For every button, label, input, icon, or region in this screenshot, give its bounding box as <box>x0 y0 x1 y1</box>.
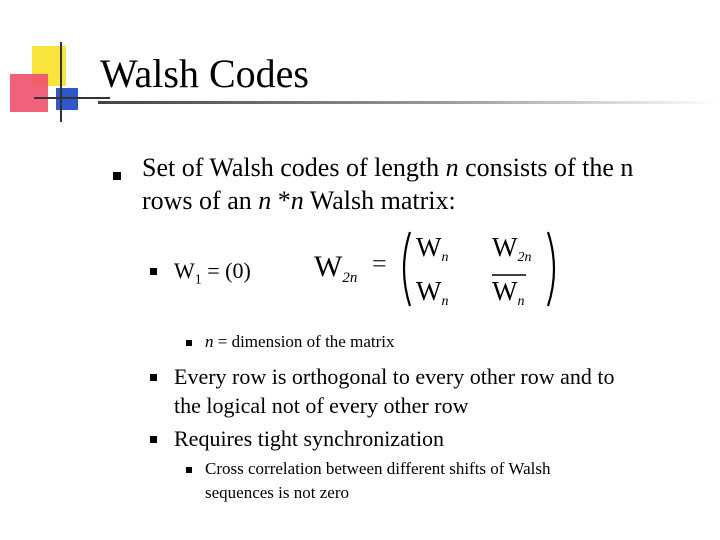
slide-title: Walsh Codes <box>100 51 309 96</box>
bullet-marker <box>150 374 157 381</box>
matrix-left-paren <box>404 232 410 306</box>
bullet-dimension-note: n = dimension of the matrix <box>205 332 395 351</box>
title-underline <box>98 101 720 104</box>
bullet-orthogonal-line1: Every row is orthogonal to every other row and to <box>174 364 615 389</box>
bullet-w1: $W_1 = (0)$ <box>174 258 251 288</box>
logo-vertical-line <box>60 42 62 122</box>
bullet-walsh-definition-line2: rows of an n *n Walsh matrix: <box>142 186 456 215</box>
bullet-cross-correlation-line1: Cross correlation between different shifts of Walsh <box>205 459 551 478</box>
matrix-cell-21: Wn <box>416 276 449 309</box>
bullet-marker <box>186 467 192 473</box>
bullet-synchronization: Requires tight synchronization <box>174 426 445 451</box>
matrix-right-paren <box>548 232 554 306</box>
walsh-recursion-formula <box>310 228 560 310</box>
formula-equals: = <box>372 249 387 278</box>
bullet-marker <box>113 172 121 180</box>
matrix-cell-22: Wn <box>492 276 525 309</box>
logo-red-square <box>10 74 48 112</box>
matrix-cell-11: Wn <box>416 232 449 265</box>
bullet-cross-correlation-line2: sequences is not zero <box>205 483 349 502</box>
formula-lhs: $W_{2n}$ <box>314 250 358 286</box>
bullet-marker <box>186 340 192 346</box>
matrix-cell-12: W2n <box>492 232 532 265</box>
bullet-marker <box>150 268 157 275</box>
logo-horizontal-line <box>34 97 110 99</box>
bullet-orthogonal-line2: the logical not of every other row <box>174 393 469 418</box>
bullet-walsh-definition-line1: Set of Walsh codes of length n consists of the n <box>142 153 634 182</box>
bullet-marker <box>150 436 157 443</box>
